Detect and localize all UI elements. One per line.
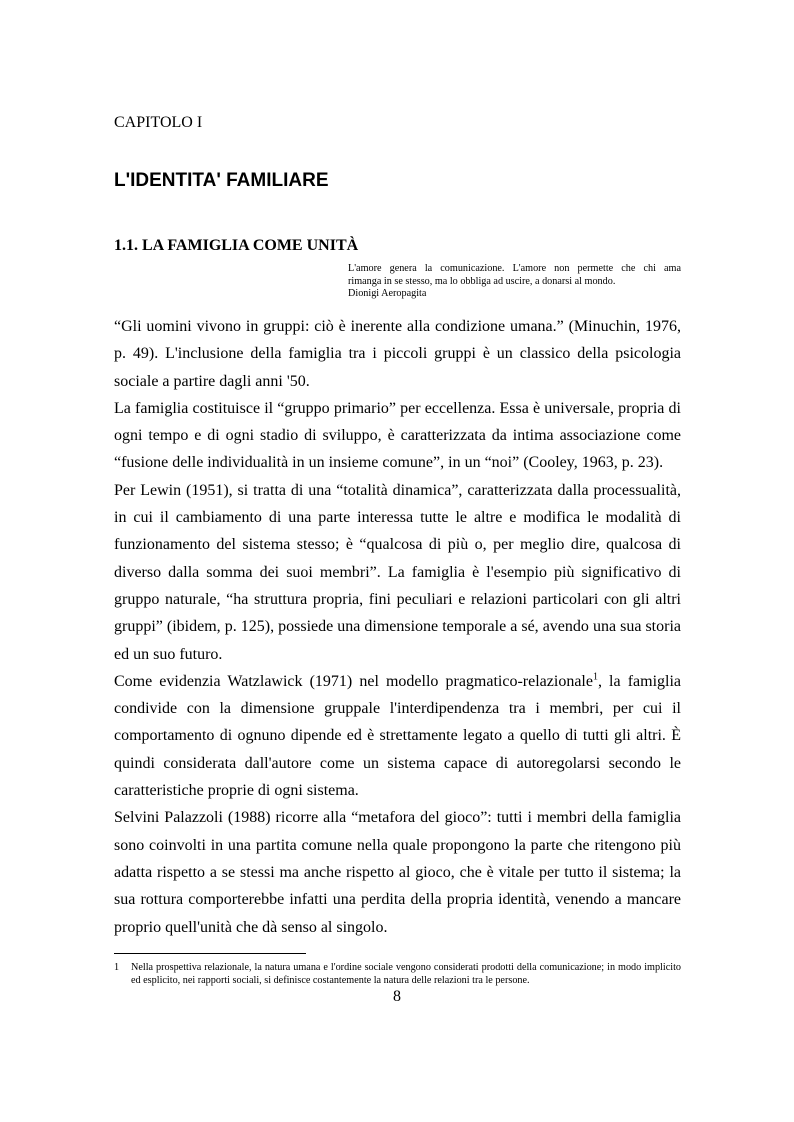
- chapter-title: L'IDENTITA' FAMILIARE: [114, 170, 329, 191]
- epigraph-author: Dionigi Aeropagita: [348, 288, 427, 299]
- paragraph-3: Per Lewin (1951), si tratta di una “totalità dinamica”, caratterizzata dalla processualità, in cui il cambiamento di una parte interessa tutte le altre e modifica le modalità di funzionamento del sistema stesso; è “qualcosa di più o, per meglio dire, qualcosa di diverso dalla somma dei suoi membri”. La famiglia è l'esempio più significativo di gruppo naturale, “ha struttura propria, fini peculiari e relazioni particolari con gli altri gruppi” (ibidem, p. 125), possiede una dimensione temporale a sé, avendo una sua storia ed un suo futuro.: [114, 481, 681, 663]
- paragraph-4: [114, 668, 681, 804]
- body-text: [114, 313, 681, 941]
- epigraph: [348, 263, 681, 301]
- epigraph-line-1: L'amore genera la comunicazione. L'amore non permette che chi ama: [348, 263, 681, 274]
- footnote-text: Nella prospettiva relazionale, la natura umana e l'ordine sociale vengono considerati prodotti della comunicazione; in modo implicito ed esplicito, nei rapporti sociali, si definisce costantemente la natura delle relazioni tra le persone.: [131, 962, 681, 986]
- paragraph-4-end: , la famiglia condivide con la dimensione gruppale l'interdipendenza tra i membri, per cui il comportamento di ognuno dipende ed è strettamente legato a quello di tutti gli altri. È quindi considerata dall'autore come un sistema capace di autoregolarsi secondo le caratteristiche proprie di ogni sistema.: [114, 672, 681, 800]
- chapter-label: CAPITOLO I: [114, 114, 203, 131]
- paragraph-2: La famiglia costituisce il “gruppo primario” per eccellenza. Essa è universale, propria di ogni tempo e di ogni stadio di sviluppo, è caratterizzata da intima associazione come “fusione delle individualità in un insieme comune”, in un “noi” (Cooley, 1963, p. 23).: [114, 399, 681, 472]
- page-number: 8: [393, 988, 401, 1005]
- section-heading: 1.1. LA FAMIGLIA COME UNITÀ: [114, 237, 359, 254]
- paragraph-4-start: Come evidenzia Watzlawick (1971) nel modello pragmatico-relazionale: [114, 672, 593, 690]
- epigraph-line-2: rimanga in se stesso, ma lo obbliga ad uscire, a donarsi al mondo.: [348, 275, 616, 287]
- paragraph-5: Selvini Palazzoli (1988) ricorre alla “metafora del gioco”: tutti i membri della famiglia sono coinvolti in una partita comune nella quale propongono la parte che ritengono più adatta rispetto a se stessi ma anche rispetto al gioco, che è vitale per tutto il sistema; la sua rottura comporterebbe infatti una perdita della propria identità, venendo a mancare proprio quell'unità che dà senso al singolo.: [114, 809, 681, 936]
- footnote-number: 1: [114, 962, 120, 973]
- footnote-separator: [114, 953, 306, 954]
- footnote: [114, 961, 681, 987]
- footnote-reference[interactable]: 1: [592, 671, 598, 683]
- paragraph-1: “Gli uomini vivono in gruppi: ciò è inerente alla condizione umana.” (Minuchin, 1976, p. 49). L'inclusione della famiglia tra i piccoli gruppi è un classico della psicologia sociale a partire dagli anni '50.: [114, 318, 681, 390]
